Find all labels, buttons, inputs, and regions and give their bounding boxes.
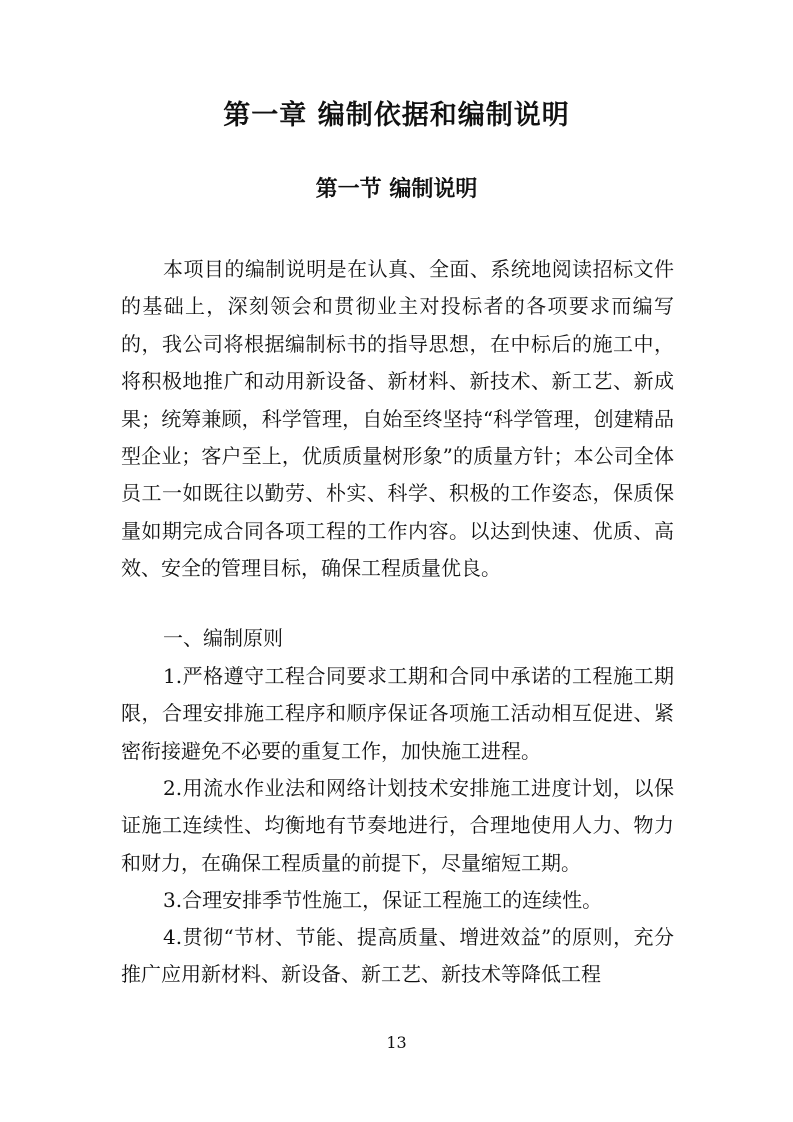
principle-item: 1.严格遵守工程合同要求工期和合同中承诺的工程施工期限，合理安排施工程序和顺序保证各项施工活动相互促进、紧密衔接避免不必要的重复工作，加快施工进程。 <box>121 664 674 763</box>
intro-paragraph: 本项目的编制说明是在认真、全面、系统地阅读招标文件的基础上，深刻领会和贯彻业主对投标者的各项要求而编写的，我公司将根据编制标书的指导思想，在中标后的施工中，将积极地推广和动用新设备、新材料、新技术、新工艺、新成果；统筹兼顾，科学管理，自始至终坚持“科学管理，创建精品型企业；客户至上，优质质量树形象”的质量方针；本公司全体员工一如既往以勤劳、朴实、科学、积极的工作姿态，保质保量如期完成合同各项工程的工作内容。以达到快速、优质、高效、安全的管理目标，确保工程质量优良。 <box>121 257 674 581</box>
page-number: 13 <box>386 1033 407 1052</box>
section-title: 第一节 编制说明 <box>315 177 478 202</box>
principle-item: 2.用流水作业法和网络计划技术安排施工进度计划，以保证施工连续性、均衡地有节奏地进行，合理地使用人力、物力和财力，在确保工程质量的前提下，尽量缩短工期。 <box>121 776 674 875</box>
principle-item: 4.贯彻“节材、节能、提高质量、增进效益”的原则，充分推广应用新材料、新设备、新工艺、新技术等降低工程 <box>121 925 674 987</box>
principles-heading: 一、编制原则 <box>163 626 283 650</box>
principle-item: 3.合理安排季节性施工，保证工程施工的连续性。 <box>163 888 603 912</box>
chapter-title: 第一章 编制依据和编制说明 <box>223 100 570 131</box>
